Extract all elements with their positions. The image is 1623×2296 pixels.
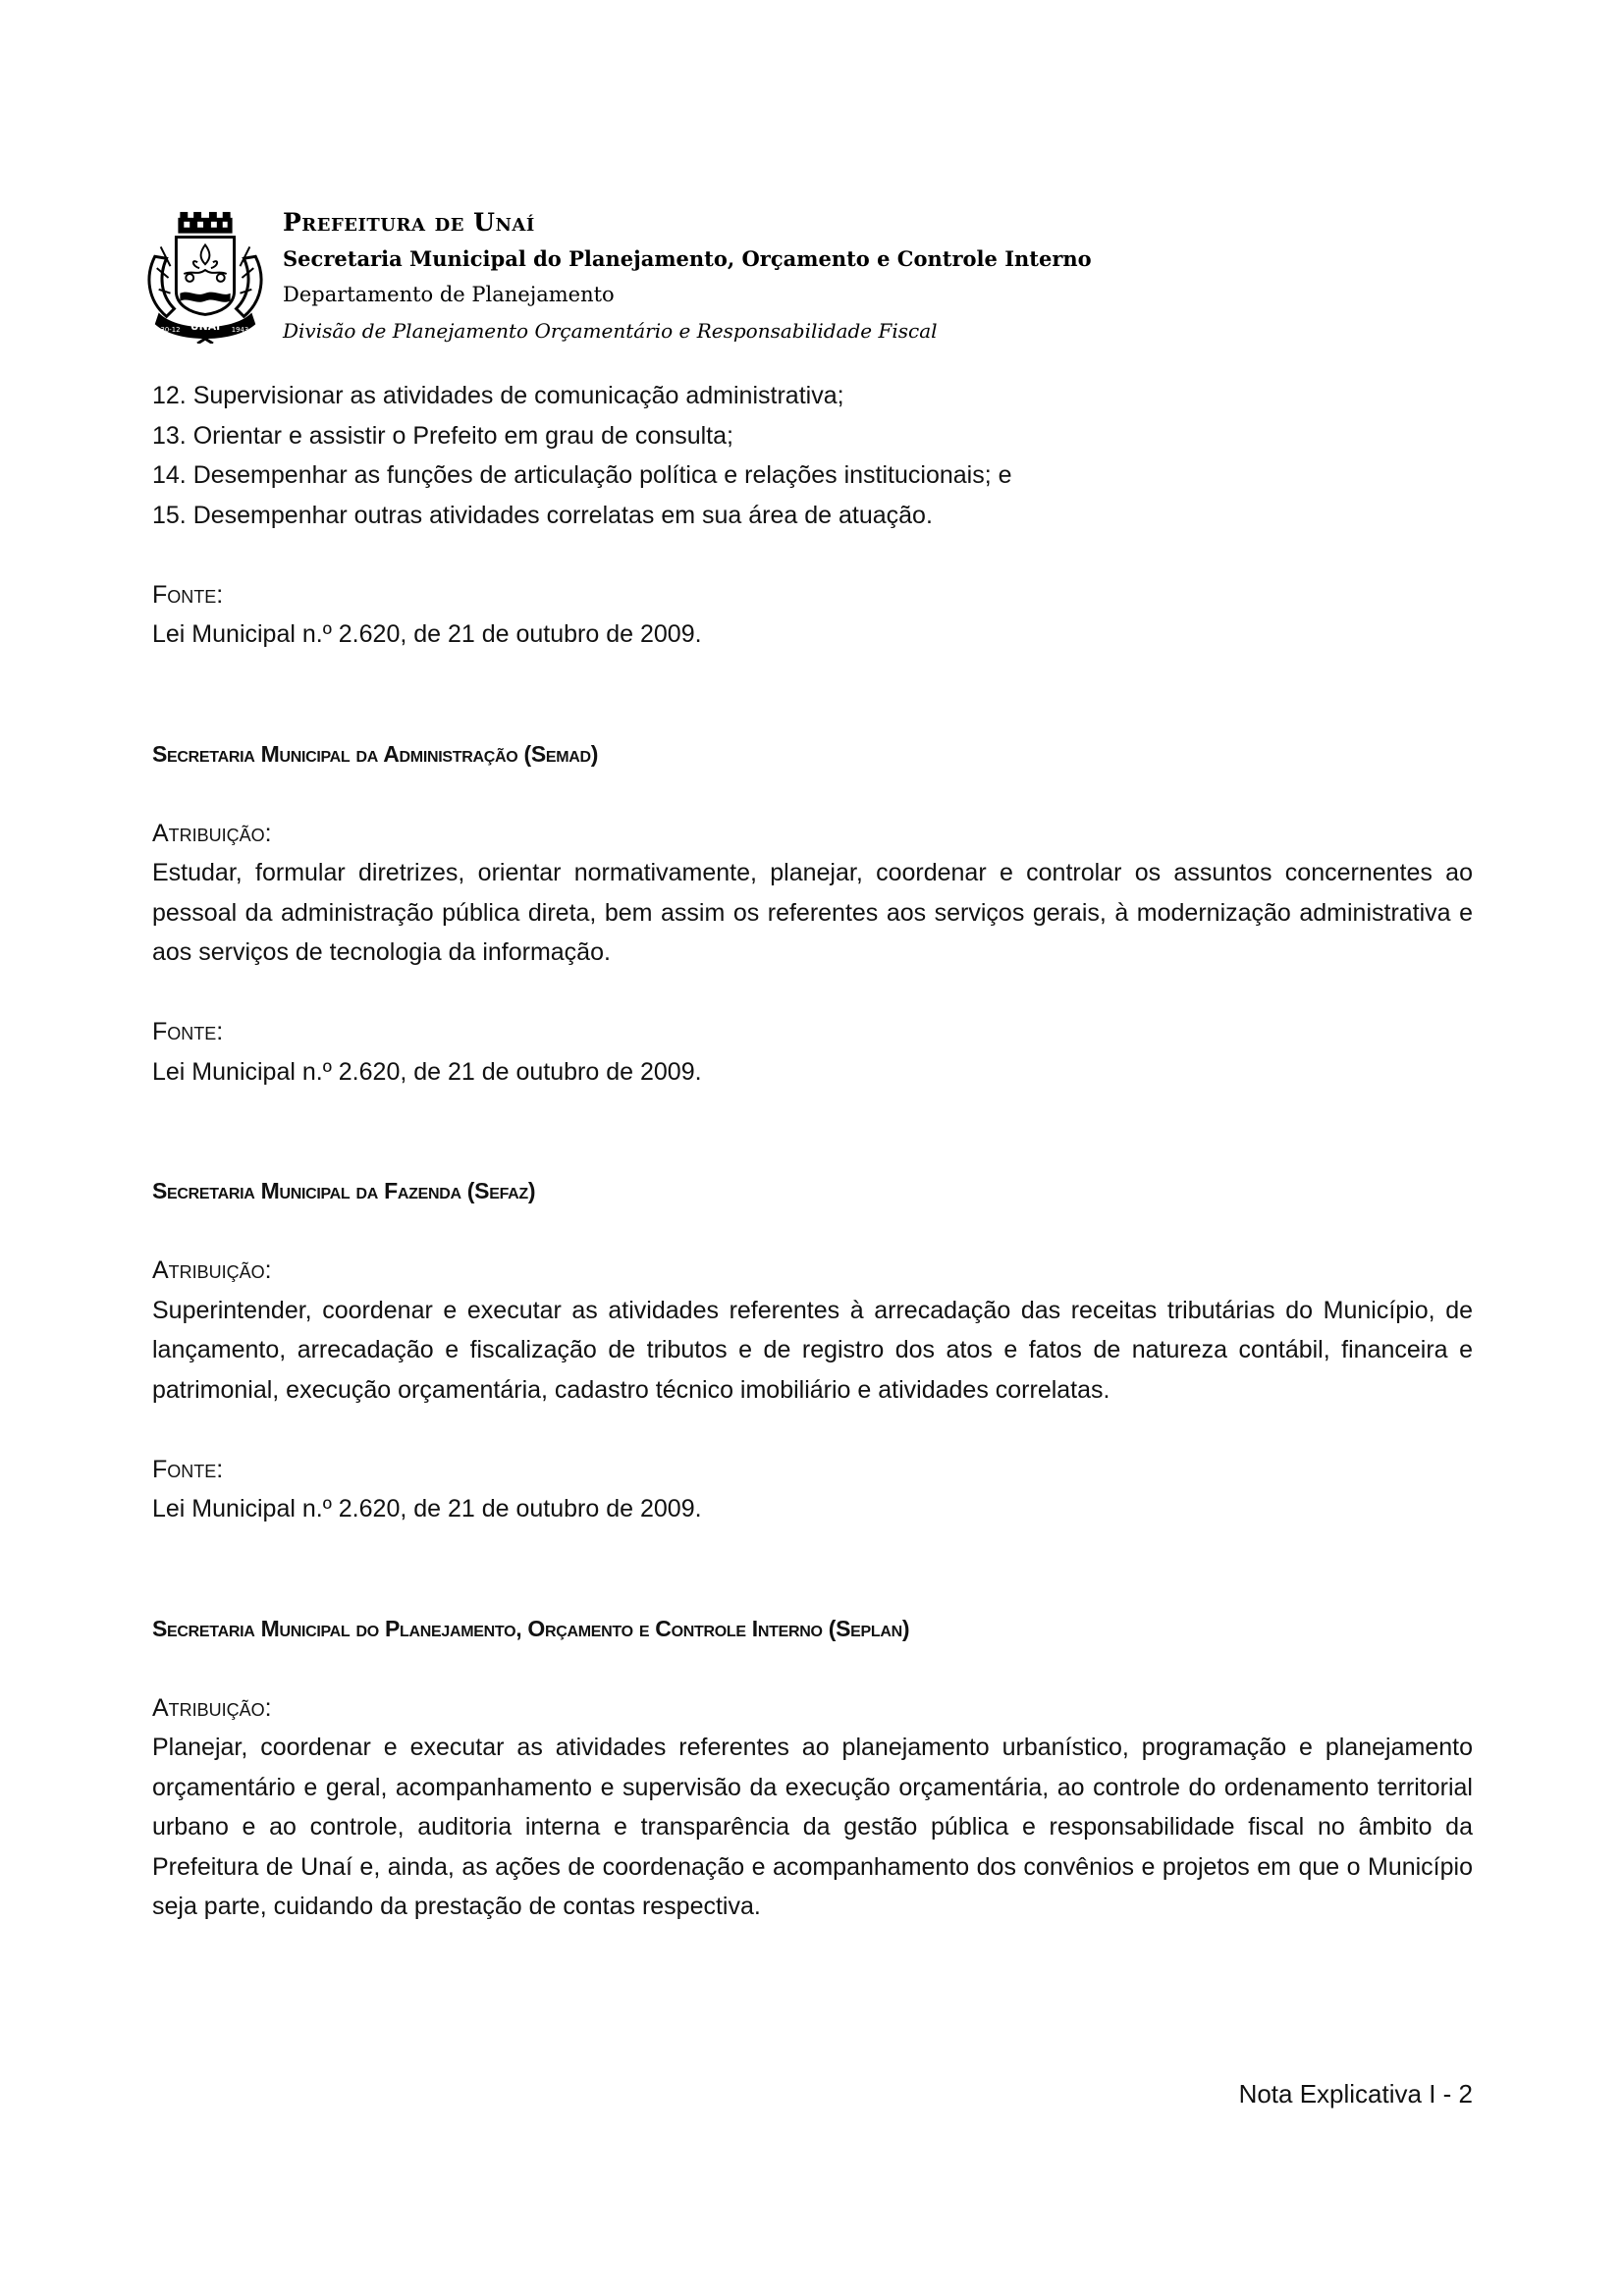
document-body [152,376,1473,1927]
section-sefaz [152,1171,1473,1529]
list-item: 12. Supervisionar as atividades de comunicação administrativa; [152,382,844,409]
logo-city-name: UNAÍ [189,320,221,334]
section-semad [152,734,1473,1093]
document-header [137,204,1414,347]
source-text: Lei Municipal n.º 2.620, de 21 de outubro de 2009. [152,1495,702,1522]
prefeitura-title: Prefeitura de Unaí [283,208,535,237]
intro-list [152,376,1473,535]
logo-year-left: 30-12 [160,326,181,335]
attribution-label: Atribuição: [152,1256,272,1284]
source-label: Fonte: [152,1018,224,1045]
attribution-label: Atribuição: [152,819,272,847]
attribution-text: Estudar, formular diretrizes, orientar normativamente, planejar, coordenar e controlar os assuntos concernentes ao pessoal da administração pública direta, bem assim os referentes aos serviços gerais, à modernização administrativa e aos serviços de tecnologia da informação. [152,859,1473,966]
page-footer: Nota Explicativa I - 2 [1238,2079,1473,2109]
attribution-text: Planejar, coordenar e executar as atividades referentes ao planejamento urbanístico, programação e planejamento orçamentário e geral, acompanhamento e supervisão da execução orçamentária, ao controle do ordenamento territorial urbano e ao controle, auditoria interna e transparência da gestão pública e responsabilidade fiscal no âmbito da Prefeitura de Unaí e, ainda, as ações de coordenação e acompanhamento dos convênios e projetos em que o Município seja parte, cuidando da prestação de contas respectiva. [152,1734,1473,1920]
source-text: Lei Municipal n.º 2.620, de 21 de outubro de 2009. [152,620,702,648]
source-text: Lei Municipal n.º 2.620, de 21 de outubro de 2009. [152,1057,702,1086]
logo-year-right: 1943 [231,326,249,335]
list-item: 15. Desempenhar outras atividades correlatas em sua área de atuação. [152,501,933,529]
header-text-block [283,204,1092,349]
source-label: Fonte: [152,580,224,609]
list-item: 13. Orientar e assistir o Prefeito em grau de consulta; [152,421,733,450]
list-item: 14. Desempenhar as funções de articulação política e relações institucionais; e [152,461,1012,489]
section-seplan [152,1609,1473,1927]
section-heading: Secretaria Municipal da Fazenda (Sefaz) [152,1178,536,1203]
section-heading: Secretaria Municipal do Planejamento, Orçamento e Controle Interno (Seplan) [152,1615,910,1641]
coat-of-arms-icon [137,208,273,344]
secretariat-name: Secretaria Municipal do Planejamento, Orçamento e Controle Interno [283,246,1092,271]
attribution-text: Superintender, coordenar e executar as atividades referentes à arrecadação das receitas tributárias do Município, de lançamento, arrecadação e fiscalização de tributos e de registro dos atos e fatos de natureza contábil, financeira e patrimonial, execução orçamentária, cadastro técnico imobiliário e atividades correlatas. [152,1296,1473,1404]
attribution-label: Atribuição: [152,1693,272,1722]
division-name: Divisão de Planejamento Orçamentário e Responsabilidade Fiscal [283,319,938,343]
section-heading: Secretaria Municipal da Administração (Semad) [152,740,599,767]
source-label: Fonte: [152,1455,224,1483]
department-name: Departamento de Planejamento [283,283,615,306]
